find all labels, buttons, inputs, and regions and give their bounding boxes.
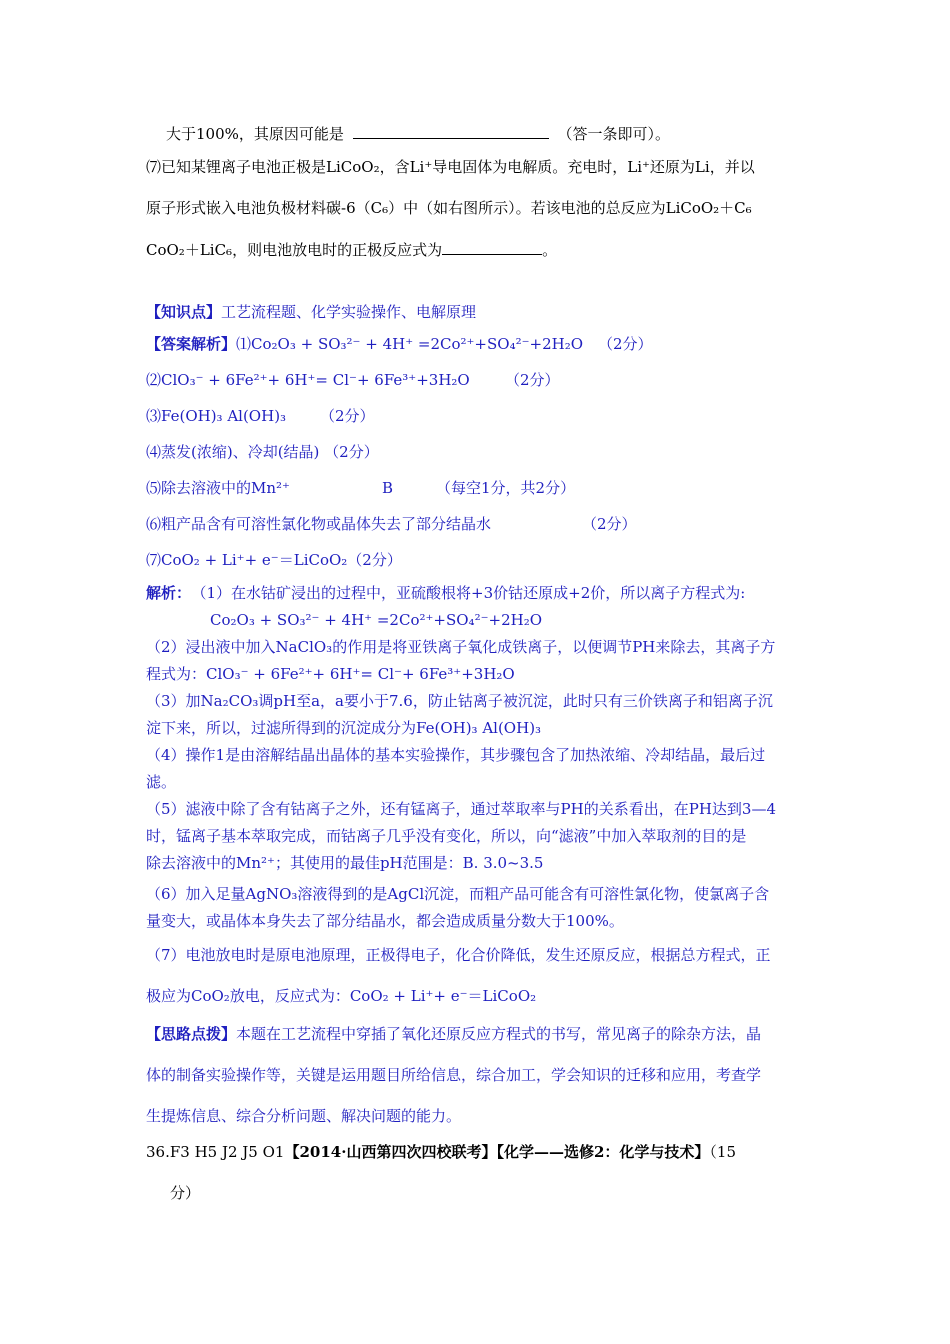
- question-7-line-1: ⑺已知某锂离子电池正极是LiCoO₂，含Li⁺导电固体为电解质。充电时，Li⁺还原为Li，并以: [146, 158, 755, 176]
- hint-line-1: [146, 1025, 761, 1044]
- question-title: 【化学——选修2：化学与技术】: [496, 1143, 710, 1161]
- answer-7: ⑺CoO₂ + Li⁺+ e⁻＝LiCoO₂（2分）: [146, 551, 402, 569]
- question-7-line-3: [146, 240, 557, 260]
- analysis-1-line-1: [146, 584, 745, 603]
- question-text: 大于100%，其原因可能是: [166, 125, 344, 143]
- analysis-5-line-3: 除去溶液中的Mn²⁺；其使用的最佳pH范围是：B. 3.0~3.5: [146, 854, 544, 872]
- analysis-4-line-2: 滤。: [146, 773, 177, 791]
- analysis-5-line-1: （5）滤液中除了含有钴离子之外，还有锰离子，通过萃取率与PH的关系看出，在PH达到3—4: [146, 800, 776, 818]
- question-text: CoO₂＋LiC₆，则电池放电时的正极反应式为: [146, 241, 443, 259]
- analysis-2-line-1: （2）浸出液中加入NaClO₃的作用是将亚铁离子氧化成铁离子，以便调节PH来除去，其离子方: [146, 638, 776, 656]
- question-text: 。: [542, 241, 558, 259]
- answer-5: ⑸除去溶液中的Mn²⁺: [146, 479, 290, 497]
- hint-line-3: 生提炼信息、综合分析问题、解决问题的能力。: [146, 1107, 462, 1125]
- question-line-1: [166, 124, 670, 144]
- hint-text: 本题在工艺流程中穿插了氧化还原反应方程式的书写，常见离子的除杂方法，晶: [236, 1025, 762, 1043]
- analysis-6-line-2: 量变大，或晶体本身失去了部分结晶水，都会造成质量分数大于100%。: [146, 912, 624, 930]
- answer-label: 【答案解析】: [146, 335, 237, 353]
- analysis-4-line-1: （4）操作1是由溶解结晶出晶体的基本实验操作，其步骤包含了加热浓缩、冷却结晶，最后过: [146, 746, 766, 764]
- analysis-7-line-2: 极应为CoO₂放电，反应式为：CoO₂ + Li⁺+ e⁻＝LiCoO₂: [146, 987, 537, 1005]
- knowledge-label: 【知识点】: [146, 303, 222, 321]
- analysis-2-line-2: 程式为：ClO₃⁻ + 6Fe²⁺+ 6H⁺= Cl⁻+ 6Fe³⁺+3H₂O: [146, 665, 515, 683]
- answer-6: ⑹粗产品含有可溶性氯化物或晶体失去了部分结晶水: [146, 515, 492, 533]
- answer-2: ⑵ClO₃⁻ + 6Fe²⁺+ 6H⁺= Cl⁻+ 6Fe³⁺+3H₂O: [146, 371, 470, 389]
- answer-3-score: （2分）: [320, 407, 375, 425]
- question-score: （15: [709, 1143, 736, 1161]
- question-7-line-2: 原子形式嵌入电池负极材料碳-6（C₆）中（如右图所示）。若该电池的总反应为LiCoO₂＋C₆: [146, 199, 752, 217]
- analysis-text: （1）在水钴矿浸出的过程中，亚硫酸根将+3价钴还原成+2价，所以离子方程式为:: [199, 584, 746, 602]
- next-question-header: [146, 1143, 736, 1162]
- knowledge-point: [146, 303, 476, 322]
- analysis-3-line-1: （3）加Na₂CO₃调pH至a，a要小于7.6，防止钴离子被沉淀，此时只有三价铁离子和铝离子沉: [146, 692, 773, 710]
- answer-blank: [442, 240, 542, 255]
- answer-blank: [353, 124, 549, 139]
- answer-1: [146, 335, 583, 354]
- answer-2-score: （2分）: [505, 371, 560, 389]
- hint-line-2: 体的制备实验操作等，关键是运用题目所给信息，综合加工，学会知识的迁移和应用，考查学: [146, 1066, 762, 1084]
- analysis-3-line-2: 淀下来，所以，过滤所得到的沉淀成分为Fe(OH)₃ Al(OH)₃: [146, 719, 542, 737]
- answer-3: ⑶Fe(OH)₃ Al(OH)₃: [146, 407, 287, 425]
- analysis-7-line-1: （7）电池放电时是原电池原理，正极得电子，化合价降低，发生还原反应，根据总方程式，正: [146, 946, 771, 964]
- question-code: 36.F3 H5 J2 J5 O1: [146, 1143, 285, 1161]
- analysis-label: 解析：: [146, 584, 192, 602]
- answer-4: ⑷蒸发(浓缩)、冷却(结晶) （2分）: [146, 443, 379, 461]
- answer-6-score: （2分）: [582, 515, 637, 533]
- question-text: （答一条即可）。: [557, 125, 670, 143]
- next-question-score-end: 分）: [170, 1184, 201, 1202]
- analysis-5-line-2: 时，锰离子基本萃取完成，而钴离子几乎没有变化，所以，向“滤液”中加入萃取剂的目的是: [146, 827, 747, 845]
- knowledge-text: 工艺流程题、化学实验操作、电解原理: [221, 303, 477, 321]
- answer-5-choice: B: [382, 479, 394, 497]
- hint-label: 【思路点拨】: [146, 1025, 237, 1043]
- answer-5-score: （每空1分，共2分）: [436, 479, 576, 497]
- question-source: 【2014·山西第四次四校联考】: [284, 1143, 497, 1161]
- analysis-6-line-1: （6）加入足量AgNO₃溶液得到的是AgCl沉淀，而粗产品可能含有可溶性氯化物，使氯离子含: [146, 885, 770, 903]
- answer-text: ⑴Co₂O₃ + SO₃²⁻ + 4H⁺ =2Co²⁺+SO₄²⁻+2H₂O: [236, 335, 584, 353]
- answer-1-score: （2分）: [598, 335, 653, 353]
- analysis-1-line-2: Co₂O₃ + SO₃²⁻ + 4H⁺ =2Co²⁺+SO₄²⁻+2H₂O: [210, 611, 543, 629]
